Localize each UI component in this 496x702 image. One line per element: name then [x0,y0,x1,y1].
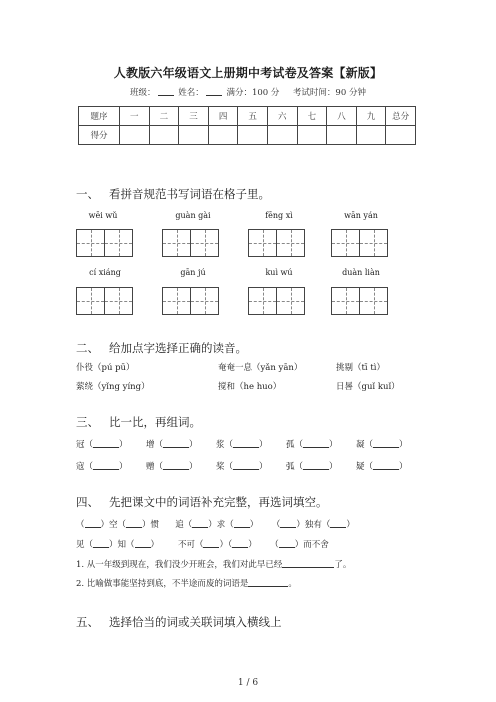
page-number: 1 / 6 [237,678,259,688]
question-1: 1. 从一年级到现在，我们没少开班会，我们对此早已经 了。 [76,560,352,570]
full-score: 满分：100 分 [226,88,280,98]
idiom-line-1: （ ）空（ ）惯 追（ ）求（ ） （ ）独有（ ） [76,520,355,530]
reading-item: 仆役（pú pū） [76,363,135,373]
section-2-heading [76,340,247,356]
answer-blank[interactable] [248,578,288,587]
answer-blank[interactable] [192,519,208,528]
grid-cell[interactable] [76,229,105,257]
answer-blank[interactable] [135,539,151,548]
section-4-heading [76,494,328,510]
pinyin-label: duàn liàn [342,268,380,277]
answer-blank[interactable] [373,439,399,448]
score-cell[interactable] [267,126,297,145]
pinyin-row-2 [76,268,421,280]
section-number: 三、 [76,415,99,429]
reading-item: 搅和（he huo） [218,382,282,392]
answer-blank[interactable] [233,439,259,448]
pinyin-label: kuì wú [265,268,293,277]
compare-item: 孤（ ） [286,440,338,450]
answer-blank[interactable] [85,519,101,528]
section-3-heading [76,414,201,430]
question-2: 2. 比喻做事能坚持到底，不半途而废的词语是 。 [76,579,297,589]
score-head-cell: 八 [327,107,357,126]
writing-grid[interactable] [76,229,132,257]
exam-info [0,86,496,98]
section-title: 给加点字选择正确的读音。 [109,341,247,355]
score-header-row [79,107,416,126]
writing-grid[interactable] [162,229,218,257]
writing-grid[interactable] [248,287,304,315]
compare-item: 凝（ ） [356,440,408,450]
score-cell[interactable] [149,126,179,145]
grid-cell[interactable] [190,229,219,257]
grid-cell[interactable] [190,287,219,315]
compare-item: 寇（ ） [76,462,128,472]
answer-blank[interactable] [234,519,250,528]
grid-cell[interactable] [162,229,191,257]
compare-item: 赠（ ） [146,462,198,472]
answer-blank[interactable] [203,539,219,548]
pinyin-label: fēng xì [265,211,293,220]
class-blank [158,87,174,96]
score-table [78,106,416,145]
pinyin-label: gān jú [180,268,206,277]
answer-blank[interactable] [280,519,296,528]
score-row-label: 得分 [79,126,120,145]
section-number: 四、 [76,495,99,509]
score-cell[interactable] [356,126,386,145]
score-cell[interactable] [386,126,416,145]
score-head-cell: 总分 [386,107,416,126]
pinyin-label: wēi wǔ [88,211,118,220]
score-head-cell: 一 [120,107,150,126]
score-cell[interactable] [327,126,357,145]
grid-cell[interactable] [248,229,277,257]
idiom-line-2: 见（ ）知（ ） 不可（ ）（ ） （ ）而不舍 [76,540,329,550]
section-number: 五、 [76,615,99,629]
score-cell[interactable] [297,126,327,145]
reading-item: 挑剔（tī tì） [336,363,385,373]
class-label: 班级： [130,88,156,98]
answer-blank[interactable] [126,519,142,528]
score-head-cell: 九 [356,107,386,126]
answer-blank[interactable] [303,439,329,448]
writing-grid[interactable] [162,287,218,315]
answer-blank[interactable] [330,519,346,528]
grid-cell[interactable] [276,229,305,257]
score-head-cell: 六 [267,107,297,126]
compare-item: 浆（ ） [216,440,268,450]
score-cell[interactable] [208,126,238,145]
grid-cell[interactable] [162,287,191,315]
answer-blank[interactable] [373,461,399,470]
pinyin-row-1 [76,211,421,223]
grid-cell[interactable] [104,287,133,315]
score-head-cell: 七 [297,107,327,126]
grid-cell[interactable] [331,287,360,315]
name-blank [206,87,222,96]
score-head-cell: 题序 [79,107,120,126]
grid-cell[interactable] [359,287,388,315]
section-5-heading [76,614,282,630]
section-title: 看拼音规范书写词语在格子里。 [109,187,270,201]
score-head-cell: 五 [238,107,268,126]
reading-item: 日晷（guǐ kuǐ） [336,382,400,392]
reading-item: 奄奄一息（yǎn yān） [218,363,303,373]
score-cell[interactable] [238,126,268,145]
writing-grid[interactable] [76,287,132,315]
pinyin-label: wān yán [344,211,378,220]
name-label: 姓名： [178,88,204,98]
section-title: 比一比，再组词。 [109,415,201,429]
grid-cell[interactable] [248,287,277,315]
reading-item: 萦绕（yǐng yíng） [76,382,150,392]
writing-grid[interactable] [331,229,387,257]
score-value-row [79,126,416,145]
compare-item: 疑（ ） [356,462,408,472]
exam-time: 考试时间：90 分钟 [292,88,366,98]
answer-blank[interactable] [163,439,189,448]
answer-blank[interactable] [282,559,334,568]
compare-item: 弧（ ） [286,462,338,472]
section-title: 选择恰当的词或关联词填入横线上 [109,615,282,629]
score-cell[interactable] [179,126,209,145]
pinyin-label: guàn gài [175,211,211,220]
answer-blank[interactable] [93,539,109,548]
section-number: 一、 [76,187,99,201]
grid-cell[interactable] [276,287,305,315]
answer-blank[interactable] [93,439,119,448]
grid-cell[interactable] [359,229,388,257]
section-number: 二、 [76,341,99,355]
answer-blank[interactable] [232,539,248,548]
section-1-heading [76,186,270,202]
grid-cell[interactable] [104,229,133,257]
writing-grid[interactable] [331,287,387,315]
answer-blank[interactable] [279,539,295,548]
answer-blank[interactable] [163,461,189,470]
page-title: 人教版六年级语文上册期中考试卷及答案【新版】 [113,66,383,80]
grid-cell[interactable] [331,229,360,257]
grid-cell[interactable] [76,287,105,315]
section-title: 先把课文中的词语补充完整，再选词填空。 [109,495,328,509]
score-head-cell: 四 [208,107,238,126]
writing-grid[interactable] [248,229,304,257]
compare-item: 增（ ） [146,440,198,450]
answer-blank[interactable] [93,461,119,470]
answer-blank[interactable] [303,461,329,470]
score-head-cell: 三 [179,107,209,126]
score-cell[interactable] [120,126,150,145]
compare-item: 桨（ ） [216,462,268,472]
pinyin-label: cí xiáng [89,268,121,277]
score-head-cell: 二 [149,107,179,126]
answer-blank[interactable] [233,461,259,470]
compare-item: 冠（ ） [76,440,128,450]
